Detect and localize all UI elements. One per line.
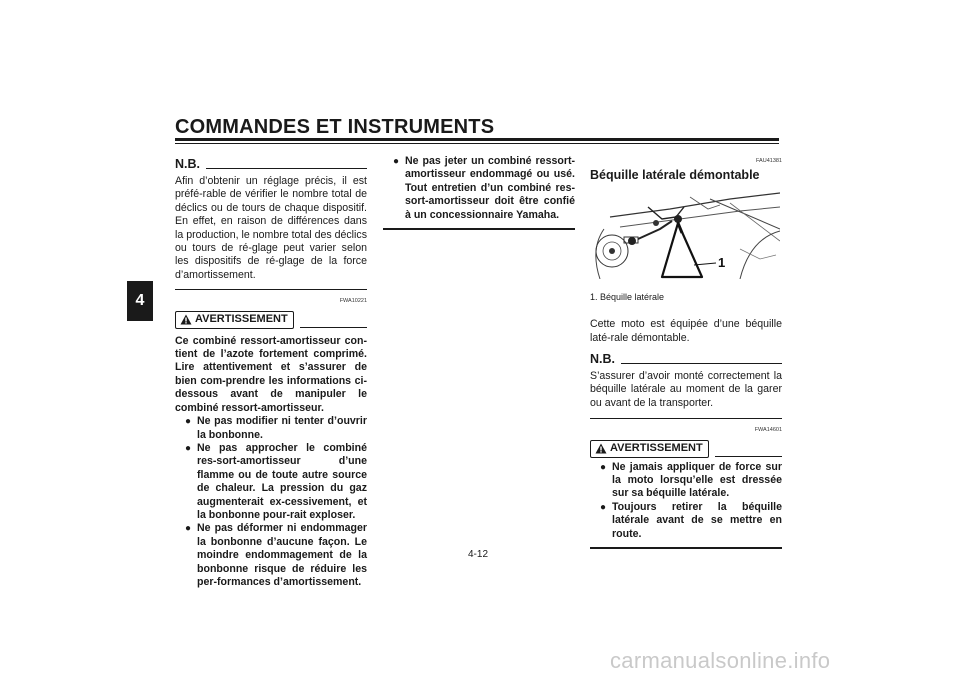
column-middle <box>383 155 575 230</box>
bullet-icon: ● <box>185 523 192 535</box>
nb-rule <box>206 168 367 169</box>
page-number: 4-12 <box>468 549 489 560</box>
warning-rule <box>300 327 367 328</box>
list-item: ● Ne jamais appliquer de force sur la moto lorsqu’elle est dressée sur sa béquille latérale. <box>600 460 782 500</box>
bullet-icon: ● <box>393 156 400 167</box>
warning-end-rule <box>383 228 575 230</box>
column-left <box>175 158 367 589</box>
bullet-icon: ● <box>185 442 192 454</box>
header-rule <box>175 138 779 141</box>
warning-rule <box>715 456 782 457</box>
warning-end-rule <box>590 547 782 549</box>
nb-heading <box>175 158 367 171</box>
nb-end-rule <box>590 418 782 419</box>
nb-label: N.B. <box>590 352 615 367</box>
bullet-icon: ● <box>600 501 607 513</box>
warning-code: FWA10221 <box>339 298 367 305</box>
section-intro: Cette moto est équipée d’une béquille laté-rale démontable. <box>590 318 782 344</box>
warning-list-continued <box>383 155 575 222</box>
list-item: ● Ne pas approcher le combiné res-sort-amortisseur d’une flamme ou de toute autre source de chaleur. La pression du gaz augmenterait ex-cessivement, et la bonbonne pour-rait exploser. <box>185 441 367 521</box>
warning-label: AVERTISSEMENT <box>195 312 288 325</box>
sidestand-illustration <box>590 189 780 279</box>
nb-end-rule <box>175 289 367 290</box>
section-code: FAU41381 <box>756 158 782 164</box>
warning-label: AVERTISSEMENT <box>610 441 703 454</box>
warning-triangle-icon <box>180 314 192 325</box>
warning-list <box>175 415 367 589</box>
nb-label: N.B. <box>175 157 200 171</box>
warning-badge <box>175 311 294 329</box>
warning-code: FWA14601 <box>754 427 782 434</box>
header-rule-thin <box>175 143 779 144</box>
figure-caption: 1. Béquille latérale <box>590 291 665 302</box>
column-right <box>590 155 782 549</box>
figure-callout: 1 <box>718 254 726 270</box>
warning-text: Ce combiné ressort-amortisseur con-tient de l’azote fortement comprimé. Lire attentivement et s’assurer de bien com-prendre les informations ci-dessous avant de manipuler le combiné ressort-amortisseur. <box>175 334 367 414</box>
warning-heading <box>590 440 782 458</box>
nb-text: Afin d’obtenir un réglage précis, il est préfé-rable de vérifier le nombre total de déclics ou de tours de chaque dispositif. En effet, en raison de différences dans la production, le nombre total des déclics ou tours de ré-glage peut varier selon les dispositifs de ré-glage de la force d’amortissement. <box>175 175 367 281</box>
warning-badge <box>590 440 709 458</box>
list-item: ● Ne pas déformer ni endommager la bonbonne d’aucune façon. Le moindre endommagement de la bonbonne risque de réduire les per-formances d’amortissement. <box>185 522 367 588</box>
chapter-tab: 4 <box>127 281 153 321</box>
list-item: ● Ne pas jeter un combiné ressort-amortisseur endommagé ou usé. Tout entretien d’un combiné res-sort-amortisseur doit être confié à un concessionnaire Yamaha. <box>393 155 575 221</box>
nb-text: S’assurer d’avoir monté correctement la béquille latérale au moment de la garer ou avant de la transporter. <box>590 370 782 409</box>
watermark: carmanualsonline.info <box>610 648 831 673</box>
bullet-icon: ● <box>185 416 192 428</box>
section-title: Béquille latérale démontable <box>590 168 760 183</box>
nb-rule <box>621 363 782 364</box>
page-title: COMMANDES ET INSTRUMENTS <box>175 116 495 138</box>
warning-triangle-icon <box>595 443 607 454</box>
nb-heading <box>590 353 782 366</box>
bullet-icon: ● <box>600 461 607 473</box>
list-item: ● Toujours retirer la béquille latérale avant de se mettre en route. <box>600 500 782 540</box>
list-item: ● Ne pas modifier ni tenter d’ouvrir la bonbonne. <box>185 415 367 441</box>
warning-heading <box>175 311 367 329</box>
warning-list <box>590 461 782 541</box>
